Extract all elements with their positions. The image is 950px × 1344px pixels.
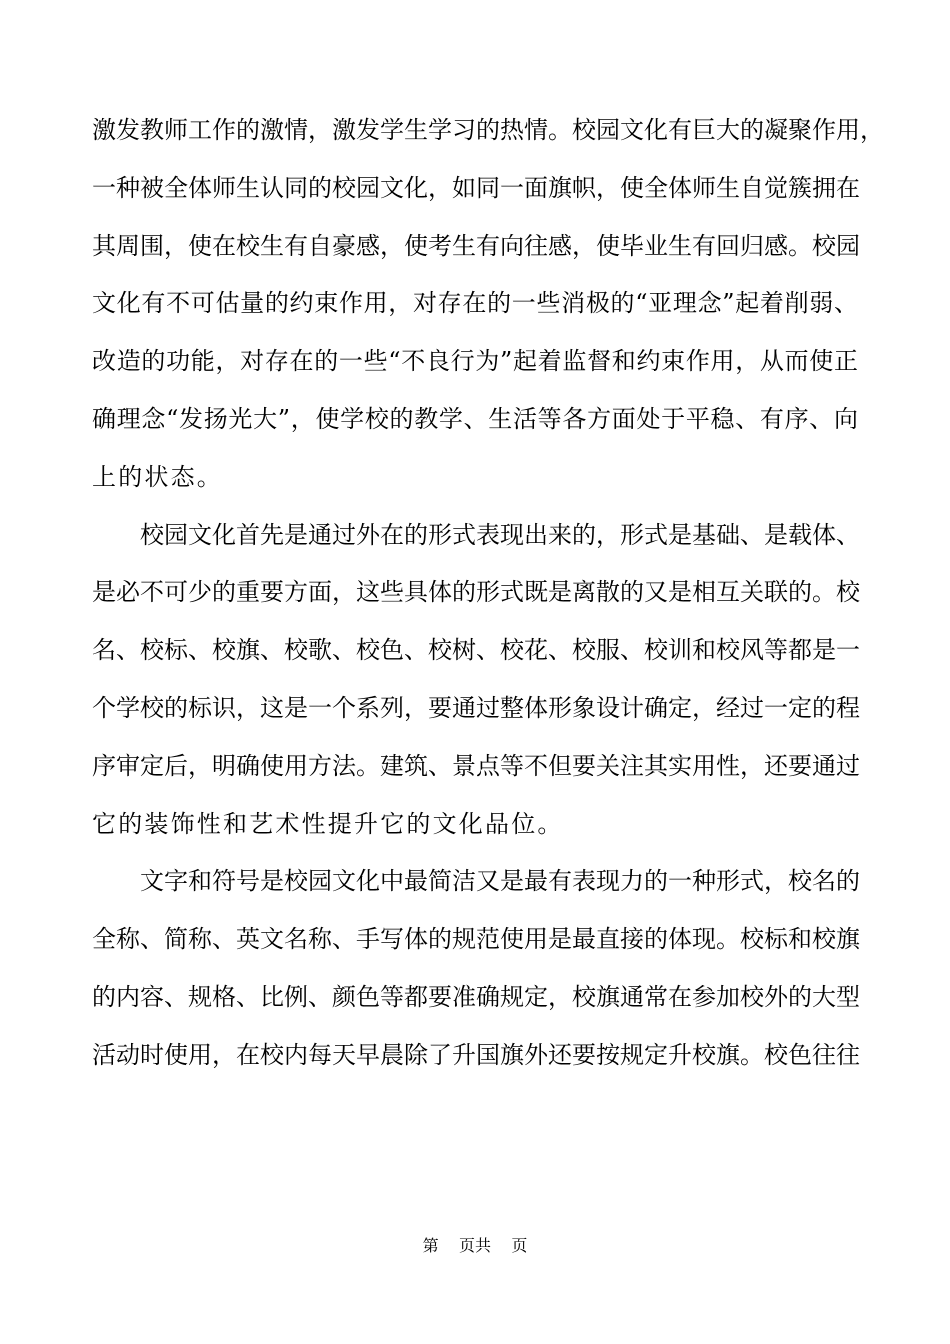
text-line-4: 文化有不可估量的约束作用，对存在的一些消极的“亚理念”起着削弱、 [92,289,858,318]
page-footer: 第 页共 页 [422,1236,528,1255]
text-line-5: 改造的功能，对存在的一些“不良行为”起着监督和约束作用，从而使正 [92,347,858,376]
text-line-10: 名、校标、校旗、校歌、校色、校树、校花、校服、校训和校风等都是一 [92,636,860,665]
text-line-17: 活动时使用，在校内每天早晨除了升国旗外还要按规定升校旗。校色往往 [92,1040,860,1069]
text-line-11: 个学校的标识，这是一个系列，要通过整体形象设计确定，经过一定的程 [92,693,860,722]
text-line-3: 其周围，使在校生有自豪感，使考生有向往感，使毕业生有回归感。校园 [92,231,860,260]
text-line-7: 上的状态。 [92,462,223,491]
text-line-15: 全称、简称、英文名称、手写体的规范使用是最直接的体现。校标和校旗 [92,925,860,954]
text-line-8: 校园文化首先是通过外在的形式表现出来的，形式是基础、是载体、 [140,520,860,549]
text-line-14: 文字和符号是校园文化中最简洁又是最有表现力的一种形式，校名的 [140,867,860,896]
text-line-1: 激发教师工作的激情，激发学生学习的热情。校园文化有巨大的凝聚作用， [92,116,884,144]
text-line-2: 一种被全体师生认同的校园文化，如同一面旗帜，使全体师生自觉簇拥在 [92,173,860,202]
text-line-16: 的内容、规格、比例、颜色等都要准确规定，校旗通常在参加校外的大型 [92,982,860,1011]
text-line-13: 它的装饰性和艺术性提升它的文化品位。 [92,809,564,838]
text-line-12: 序审定后，明确使用方法。建筑、景点等不但要关注其实用性，还要通过 [92,751,860,780]
body-text [92,102,884,1085]
text-line-6: 确理念“发扬光大”，使学校的教学、生活等各方面处于平稳、有序、向 [92,404,858,433]
text-line-9: 是必不可少的重要方面，这些具体的形式既是离散的又是相互关联的。校 [92,578,860,607]
